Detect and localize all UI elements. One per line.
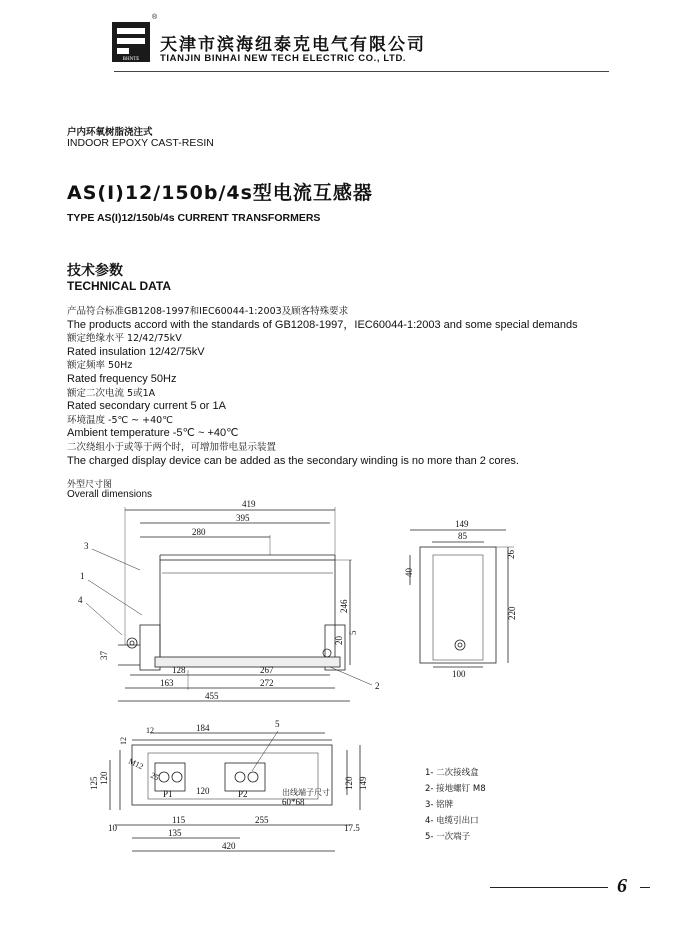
- terminal-p1: P1: [163, 789, 173, 799]
- dim-100: 100: [452, 669, 466, 679]
- callout-5: 5: [275, 719, 280, 729]
- registered-mark: ®: [152, 14, 158, 21]
- dim-246: 246: [339, 599, 349, 613]
- dim-419: 419: [242, 499, 256, 509]
- dim-120b: 120: [196, 786, 210, 796]
- dim-26: 26: [506, 550, 516, 559]
- dim-128: 128: [172, 665, 186, 675]
- legend: [425, 765, 486, 845]
- terminal-size: 60*68: [282, 797, 305, 807]
- spec-line: Rated frequency 50Hz: [67, 372, 177, 385]
- dim-280: 280: [192, 527, 206, 537]
- spec-line: The charged display device can be added as the secondary winding is no more than 2 cores.: [67, 454, 519, 467]
- spec-line: The products accord with the standards of GB1208-1997，IEC60044-1:2003 and some special demands: [67, 318, 578, 331]
- dim-149-top: 149: [358, 776, 368, 790]
- logo-text: BHNTE: [122, 57, 140, 62]
- dim-420: 420: [222, 841, 236, 851]
- dim-395: 395: [236, 513, 250, 523]
- product-title-cn: AS(I)12/150b/4s型电流互感器: [67, 182, 373, 204]
- spec-line: 产品符合标准GB1208-1997和IEC60044-1:2003及顾客特殊要求: [67, 306, 349, 317]
- dim-20: 20: [334, 636, 344, 645]
- side-view: [404, 519, 517, 679]
- dim-115: 115: [172, 815, 186, 825]
- dim-184: 184: [196, 723, 210, 733]
- legend-item: 1- 二次接线盒: [425, 768, 479, 778]
- category-en: INDOOR EPOXY CAST-RESIN: [67, 137, 214, 149]
- legend-item: 5- 一次端子: [425, 832, 471, 842]
- company-name-en: TIANJIN BINHAI NEW TECH ELECTRIC CO., LTD.: [160, 53, 407, 64]
- callout-4: 4: [78, 595, 83, 605]
- product-title-en: TYPE AS(I)12/150b/4s CURRENT TRANSFORMERS: [67, 212, 321, 224]
- dim-5: 5: [348, 630, 358, 635]
- dim-272: 272: [260, 678, 274, 688]
- dim-85: 85: [458, 531, 467, 541]
- company-logo: [112, 22, 150, 62]
- dim-37: 37: [99, 651, 109, 660]
- legend-item: 3- 铭牌: [425, 800, 454, 810]
- spec-line: 额定绝缘水平 12/42/75kV: [67, 333, 182, 345]
- callout-3: 3: [84, 541, 89, 551]
- dim-163: 163: [160, 678, 174, 688]
- dim-12a: 12: [119, 737, 128, 745]
- footer-rule: [490, 887, 608, 888]
- spec-line: 环境温度 -5℃ ~ +40℃: [67, 414, 173, 426]
- dim-455: 455: [205, 691, 219, 701]
- dimension-drawing: [60, 495, 630, 865]
- dim-220: 220: [507, 606, 517, 620]
- company-name-cn: 天津市滨海纽泰克电气有限公司: [160, 35, 426, 55]
- dim-17-5: 17.5: [344, 823, 360, 833]
- footer-rule-end: [640, 887, 650, 888]
- dim-40: 40: [404, 568, 414, 577]
- spec-line: 额定频率 50Hz: [67, 360, 133, 372]
- callout-1: 1: [80, 571, 85, 581]
- dim-125: 125: [89, 776, 99, 790]
- dim-120a: 120: [99, 771, 109, 785]
- terminal-p2: P2: [238, 789, 248, 799]
- dim-10: 10: [108, 823, 117, 833]
- spec-line: 额定二次电流 5或1A: [67, 387, 156, 399]
- header-rule: [114, 71, 609, 72]
- dim-12b: 12: [146, 726, 154, 735]
- dim-255: 255: [255, 815, 269, 825]
- spec-line: 二次绕组小于或等于两个时，可增加带电显示装置: [67, 441, 277, 453]
- spec-line: Rated insulation 12/42/75kV: [67, 345, 205, 358]
- category-cn: 户内环氧树脂浇注式: [67, 127, 153, 138]
- dimensions-heading-cn: 外型尺寸图: [67, 480, 113, 490]
- spec-line: Rated secondary current 5 or 1A: [67, 400, 226, 413]
- top-view: [89, 719, 368, 851]
- bolt-m12: M12: [127, 756, 145, 772]
- callout-2: 2: [375, 681, 380, 691]
- dim-25: 25: [149, 770, 161, 783]
- dim-120c: 120: [344, 776, 354, 790]
- page-number: 6: [617, 875, 627, 897]
- dim-267: 267: [260, 665, 274, 675]
- terminal-note: 出线端子尺寸: [282, 788, 330, 797]
- technical-heading-cn: 技术参数: [67, 263, 123, 279]
- dimensions-heading-en: Overall dimensions: [67, 489, 153, 500]
- technical-heading-en: TECHNICAL DATA: [67, 279, 171, 293]
- front-view: [78, 499, 380, 701]
- legend-item: 2- 接地螺钉 M8: [425, 784, 486, 794]
- spec-list: [67, 305, 578, 468]
- legend-item: 4- 电缆引出口: [425, 816, 479, 826]
- spec-line: Ambient temperature -5℃ ~ +40℃: [67, 427, 239, 440]
- dim-149-side: 149: [455, 519, 469, 529]
- dim-135: 135: [168, 828, 182, 838]
